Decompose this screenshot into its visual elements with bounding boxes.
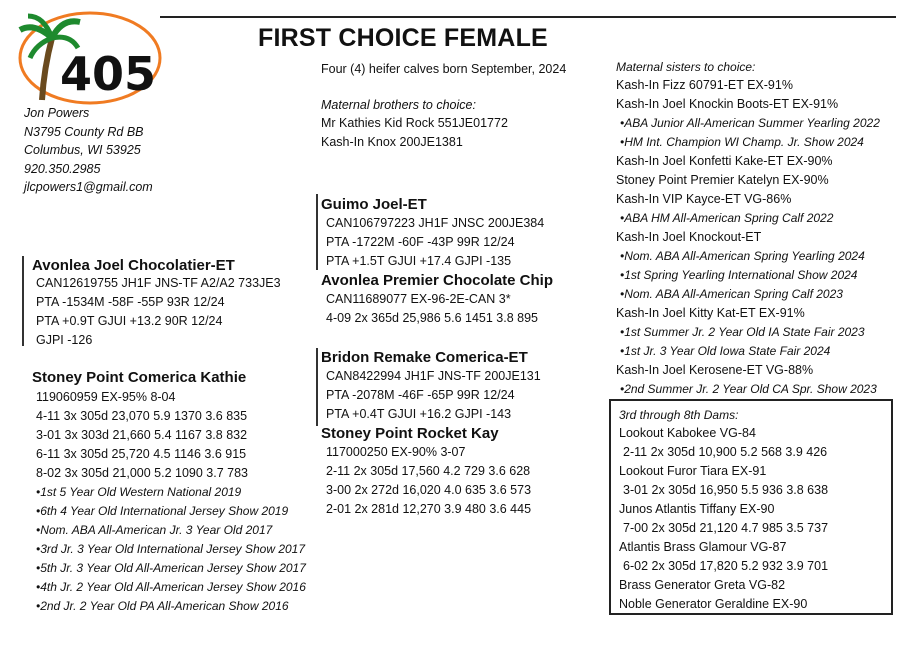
dam-sire-name: Bridon Remake Comerica-ET — [321, 349, 528, 366]
sire-line: CAN12619755 JH1F JNS-TF A2/A2 733JE3 — [36, 276, 281, 290]
sister-honor: •HM Int. Champion WI Champ. Jr. Show 2024 — [620, 135, 864, 149]
brother-item: Mr Kathies Kid Rock 551JE01772 — [321, 116, 508, 130]
dam-record: 6-11 3x 305d 25,720 4.5 1146 3.6 915 — [36, 447, 247, 461]
dam-sire-bracket — [316, 348, 318, 426]
dam-record: 3-01 3x 303d 21,660 5.4 1167 3.8 832 — [36, 428, 248, 442]
sire-bracket — [22, 256, 24, 346]
dam-honor: •4th Jr. 2 Year Old All-American Jersey Show 2016 — [36, 580, 306, 594]
dam-honor: •2nd Jr. 2 Year Old PA All-American Show 2016 — [36, 599, 289, 613]
sisters-label: Maternal sisters to choice: — [616, 60, 756, 74]
dam-dam-record: 2-01 2x 281d 12,270 3.9 480 3.6 445 — [326, 502, 532, 516]
sister-honor: •1st Spring Yearling International Show 2024 — [620, 268, 858, 282]
dam-dam-record: 2-11 2x 305d 17,560 4.2 729 3.6 628 — [326, 464, 531, 478]
farm-logo — [14, 8, 164, 108]
dam-honor: •1st 5 Year Old Western National 2019 — [36, 485, 242, 499]
dam-lineage-name: Junos Atlantis Tiffany EX-90 — [619, 502, 775, 516]
dams-label: 3rd through 8th Dams: — [619, 408, 739, 422]
dam-lineage-name: Noble Generator Geraldine EX-90 — [619, 597, 808, 611]
contact-block — [24, 104, 153, 197]
sister-honor: •ABA HM All-American Spring Calf 2022 — [620, 211, 834, 225]
sire-line: PTA +0.9T GJUI +13.2 90R 12/24 — [36, 314, 223, 328]
sire-name: Avonlea Joel Chocolatier-ET — [32, 257, 235, 274]
page-title: FIRST CHOICE FEMALE — [258, 24, 548, 52]
dam-honor: •Nom. ABA All-American Jr. 3 Year Old 2017 — [36, 523, 273, 537]
dam-lineage-name: Lookout Kabokee VG-84 — [619, 426, 756, 440]
sister-item: Kash-In Fizz 60791-ET EX-91% — [616, 78, 793, 92]
sister-honor: •1st Summer Jr. 2 Year Old IA State Fair 2023 — [620, 325, 865, 339]
sisters-list — [616, 76, 880, 399]
sire-sire-line: PTA -1722M -60F -43P 99R 12/24 — [326, 235, 515, 249]
brothers-label: Maternal brothers to choice: — [321, 98, 476, 112]
dam-record: 4-11 3x 305d 23,070 5.9 1370 3.6 835 — [36, 409, 248, 423]
dam-lineage-record: 3-01 2x 305d 16,950 5.5 936 3.8 638 — [623, 483, 829, 497]
dam-honor: •3rd Jr. 3 Year Old International Jersey Show 2017 — [36, 542, 306, 556]
sire-line: PTA -1534M -58F -55P 93R 12/24 — [36, 295, 225, 309]
sister-item: Kash-In Joel Knockout-ET — [616, 230, 762, 244]
sister-item: Stoney Point Premier Katelyn EX-90% — [616, 173, 829, 187]
sister-item: Kash-In Joel Kerosene-ET VG-88% — [616, 363, 814, 377]
sire-sire-bracket — [316, 194, 318, 270]
logo-number: 405 — [60, 47, 157, 101]
dam-sire-line: PTA +0.4T GJUI +16.2 GJPI -143 — [326, 407, 512, 421]
sister-item: Kash-In Joel Kitty Kat-ET EX-91% — [616, 306, 805, 320]
top-rule — [160, 16, 896, 18]
sister-honor: •ABA Junior All-American Summer Yearling 2022 — [620, 116, 880, 130]
contact-address: N3795 County Rd BB — [24, 124, 144, 139]
sire-sire-line: PTA +1.5T GJUI +17.4 GJPI -135 — [326, 254, 512, 268]
sire-sire-name: Guimo Joel-ET — [321, 196, 427, 213]
brother-item: Kash-In Knox 200JE1381 — [321, 135, 463, 149]
dam-honor: •6th 4 Year Old International Jersey Show 2019 — [36, 504, 289, 518]
dam-honor: •5th Jr. 3 Year Old All-American Jersey Show 2017 — [36, 561, 306, 575]
intro-text: Four (4) heifer calves born September, 2024 — [321, 62, 567, 76]
sister-honor: •2nd Summer Jr. 2 Year Old CA Spr. Show 2023 — [620, 382, 877, 396]
sister-item: Kash-In VIP Kayce-ET VG-86% — [616, 192, 792, 206]
dams-list — [619, 424, 828, 614]
dam-lineage-name: Brass Generator Greta VG-82 — [619, 578, 786, 592]
dam-lineage-record: 2-11 2x 305d 10,900 5.2 568 3.9 426 — [623, 445, 828, 459]
sire-line: GJPI -126 — [36, 333, 93, 347]
sister-honor: •Nom. ABA All-American Spring Yearling 2024 — [620, 249, 865, 263]
sire-dam-record: 4-09 2x 365d 25,986 5.6 1451 3.8 895 — [326, 311, 538, 325]
sire-dam-name: Avonlea Premier Chocolate Chip — [321, 272, 554, 289]
contact-name: Jon Powers — [24, 106, 90, 120]
dam-reg: 119060959 EX-95% 8-04 — [36, 390, 176, 404]
sire-sire-line: CAN106797223 JH1F JNSC 200JE384 — [326, 216, 545, 230]
dam-dam-record: 3-00 2x 272d 16,020 4.0 635 3.6 573 — [326, 483, 532, 497]
dam-dam-reg: 117000250 EX-90% 3-07 — [326, 445, 466, 459]
dam-record: 8-02 3x 305d 21,000 5.2 1090 3.7 783 — [36, 466, 248, 480]
palm-tree-icon — [14, 8, 164, 108]
dam-lineage-name: Atlantis Brass Glamour VG-87 — [619, 540, 787, 554]
dam-sire-line: PTA -2078M -46F -65P 99R 12/24 — [326, 388, 515, 402]
dam-lineage-record: 6-02 2x 305d 17,820 5.2 932 3.9 701 — [623, 559, 829, 573]
sister-item: Kash-In Joel Knockin Boots-ET EX-91% — [616, 97, 839, 111]
dam-sire-line: CAN8422994 JH1F JNS-TF 200JE131 — [326, 369, 541, 383]
dam-lineage-record: 7-00 2x 305d 21,120 4.7 985 3.5 737 — [623, 521, 829, 535]
dam-lineage-name: Lookout Furor Tiara EX-91 — [619, 464, 767, 478]
sister-honor: •1st Jr. 3 Year Old Iowa State Fair 2024 — [620, 344, 831, 358]
sire-dam-reg: CAN11689077 EX-96-2E-CAN 3* — [326, 292, 511, 306]
contact-phone: 920.350.2985 — [24, 161, 101, 176]
contact-city: Columbus, WI 53925 — [24, 143, 141, 157]
dam-name: Stoney Point Comerica Kathie — [32, 369, 247, 386]
sister-item: Kash-In Joel Konfetti Kake-ET EX-90% — [616, 154, 833, 168]
contact-email: jlcpowers1@gmail.com — [24, 180, 153, 194]
dam-dam-name: Stoney Point Rocket Kay — [321, 425, 499, 442]
sister-honor: •Nom. ABA All-American Spring Calf 2023 — [620, 287, 843, 301]
